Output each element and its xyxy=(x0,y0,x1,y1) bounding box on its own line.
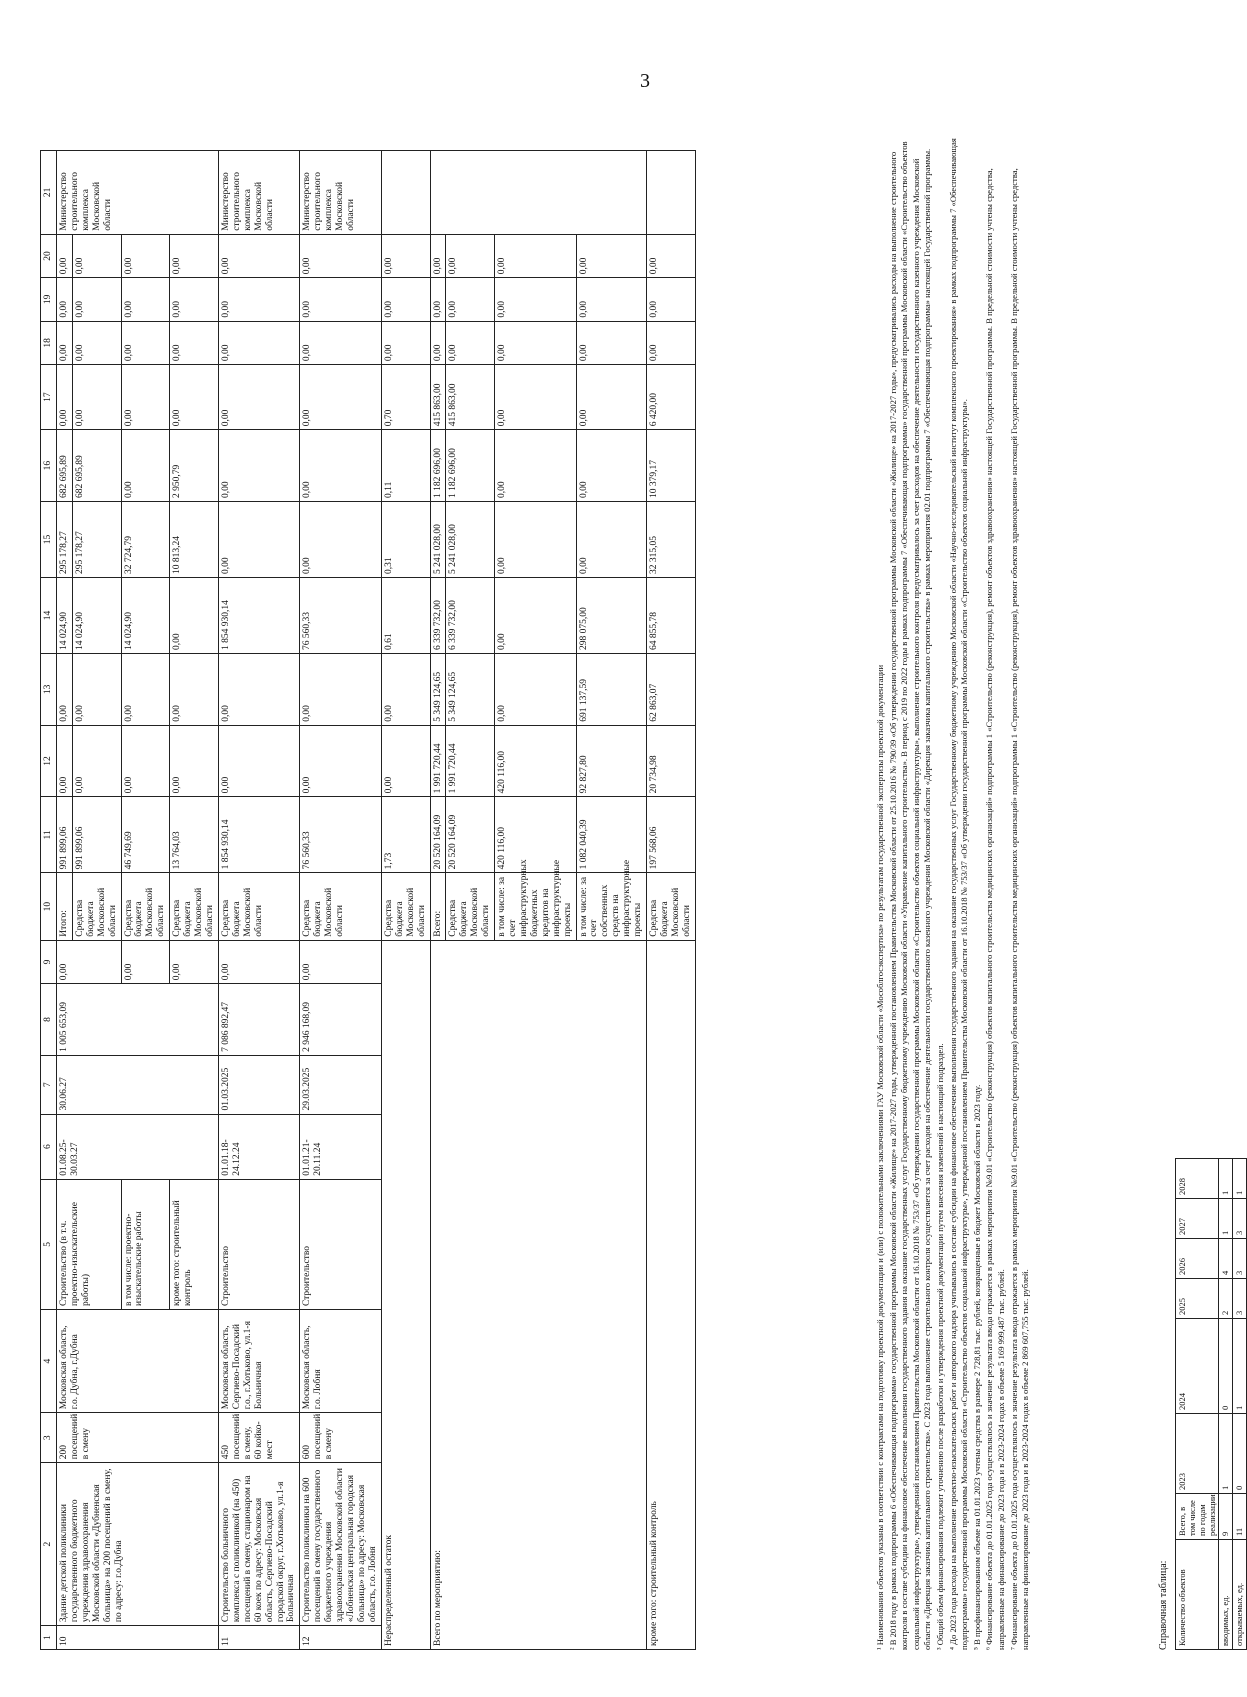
reference-header: 2026 xyxy=(1176,1239,1219,1279)
footnote: ³ Общий объем финансирования подлежит уточнению после разработки и утверждения проектной документации путем внесения изменений в настоящий подраздел. xyxy=(934,1043,945,1650)
amount-cell: 0,00 xyxy=(72,234,121,277)
column-number: 7 xyxy=(41,1055,57,1114)
work-type: Строительство xyxy=(300,1179,381,1309)
amount-cell: 1 991 720,44 xyxy=(446,725,495,797)
amount-cell: 420 116,00 xyxy=(495,725,576,797)
amount-cell: 0,00 xyxy=(381,654,430,726)
empty-cell xyxy=(430,151,647,235)
reference-header: 2024 xyxy=(1176,1319,1219,1414)
column-number: 8 xyxy=(41,984,57,1056)
amount-cell: 20 520 164,09 xyxy=(446,797,495,873)
amount-cell: 5 241 028,00 xyxy=(430,501,446,577)
funding-source: Средства бюджета Московской области xyxy=(121,873,170,940)
funding-source: Средства бюджета Московской области xyxy=(647,873,696,940)
amount-cell: 0,00 xyxy=(170,577,219,653)
limit-cost: 1 005 653,09 xyxy=(56,984,218,1056)
footnote: ⁷ Финансирование объекта до 01.01.2025 года осуществлялось и значение результата ввода отражается в рамках мероприятия №9.01 «Строительство (реконструкция) объектов капитального строительства медицинских организаций» подпрограммы 1 «Строительство (реконструкция), ремонт объектов здравоохранения» настоящей Государственной программы. В предельной стоимости учтены средства, направленные на финансирование до 2023 года и в 2023-2024 годах в объеме 2 869 607,755 тыс. рублей. xyxy=(1008,168,1031,1650)
responsible-org: Министерство строительного комплекса Московской области xyxy=(300,151,381,235)
reference-header: 2023 xyxy=(1176,1414,1219,1494)
work-dates: 01.01.18-24.12.24 xyxy=(218,1114,299,1179)
amount-cell: 0,00 xyxy=(72,654,121,726)
amount-cell: 0,00 xyxy=(576,365,647,430)
amount-cell: 0,00 xyxy=(576,278,647,321)
completion-date: 01.03.2025 xyxy=(218,1055,299,1114)
reference-cell: 1 xyxy=(1233,1319,1247,1414)
row-number: 12 xyxy=(300,1626,381,1650)
limit-cost: 7 086 892,47 xyxy=(218,984,299,1056)
object-address: Московская область, Сергиево-Посадский г.о., г.Хотьково, ул.1-я Больничная xyxy=(218,1310,299,1413)
column-number: 11 xyxy=(41,797,57,873)
object-name: Строительство поликлиники на 600 посещений в смену государственного бюджетного учреждения здравоохранения Московской области «Лобненская центральная городская больница» по адресу: Московская область, г.о. Лобня xyxy=(300,1463,381,1626)
limit-cost: 2 946 168,09 xyxy=(300,984,381,1056)
reference-cell: 0 xyxy=(1219,1319,1233,1414)
amount-cell: 0,00 xyxy=(170,654,219,726)
amount-cell: 0,00 xyxy=(300,234,381,277)
work-type: кроме того: строительный контроль xyxy=(170,1179,219,1309)
amount-cell: 0,00 xyxy=(576,234,647,277)
amount-cell: 13 764,03 xyxy=(170,797,219,873)
header-row xyxy=(41,151,57,1650)
reference-cell: вводимых, ед. xyxy=(1219,1540,1233,1650)
reference-cell: 1 xyxy=(1219,1159,1233,1199)
reference-cell: 0 xyxy=(1233,1414,1247,1494)
amount-cell: 0,00 xyxy=(446,321,495,364)
object-capacity: 200 посещений в смену xyxy=(56,1413,218,1463)
reference-cell: 3 xyxy=(1233,1279,1247,1319)
amount-cell: 0,00 xyxy=(647,234,696,277)
amount-cell: 1 182 696,00 xyxy=(446,430,495,502)
amount-cell: 0,00 xyxy=(495,365,576,430)
funding-source: Итого: xyxy=(56,873,72,940)
amount-cell: 415 863,00 xyxy=(430,365,446,430)
column-number: 5 xyxy=(41,1179,57,1309)
table-row xyxy=(218,151,299,1650)
footnotes xyxy=(875,130,1033,1650)
amount-cell: 0,00 xyxy=(300,321,381,364)
table-row xyxy=(56,151,72,1650)
amount-cell: 0,00 xyxy=(381,321,430,364)
amount-cell: 0,00 xyxy=(121,725,170,797)
amount-cell: 14 024,90 xyxy=(56,577,72,653)
amount-cell: 0,00 xyxy=(218,278,299,321)
reference-cell: 4 xyxy=(1219,1239,1233,1279)
amount-cell: 0,00 xyxy=(300,365,381,430)
amount-cell: 32 315,05 xyxy=(647,501,696,577)
amount-cell: 1 991 720,44 xyxy=(430,725,446,797)
amount-cell: 420 116,00 xyxy=(495,797,576,873)
amount-cell: 682 695,89 xyxy=(56,430,72,502)
amount-cell: 0,00 xyxy=(218,654,299,726)
amount-cell: 0,00 xyxy=(218,321,299,364)
amount-cell: 0,00 xyxy=(495,430,576,502)
amount-cell: 0,00 xyxy=(381,278,430,321)
amount-cell: 0,00 xyxy=(170,234,219,277)
funding-source: в том числе: за счет собственных средств на инфраструктурные проекты xyxy=(576,873,647,940)
column-number: 15 xyxy=(41,501,57,577)
amount-cell: 6 339 732,00 xyxy=(446,577,495,653)
reference-cell: 2 xyxy=(1219,1279,1233,1319)
amount-cell: 0,00 xyxy=(170,365,219,430)
reference-cell: 3 xyxy=(1233,1199,1247,1239)
amount-cell: 0,00 xyxy=(430,278,446,321)
reference-cell: 11 xyxy=(1233,1494,1247,1540)
object-address: Московская область, г.о. Лобня xyxy=(300,1310,381,1413)
amount-cell: 0,00 xyxy=(121,234,170,277)
column-number: 10 xyxy=(41,873,57,940)
reference-header: 2027 xyxy=(1176,1199,1219,1239)
amount-cell: 62 863,07 xyxy=(647,654,696,726)
reference-header: 2025 xyxy=(1176,1279,1219,1319)
amount-cell: 0,00 xyxy=(495,234,576,277)
column-number: 20 xyxy=(41,234,57,277)
reference-cell: 1 xyxy=(1219,1414,1233,1494)
amount-cell: 0,00 xyxy=(56,321,72,364)
reference-table xyxy=(1175,1158,1247,1650)
amount-cell: 0,00 xyxy=(170,278,219,321)
control-row xyxy=(647,151,696,1650)
amount-cell: 0,00 xyxy=(218,430,299,502)
amount-cell: 0,00 xyxy=(170,321,219,364)
amount-cell: 0,11 xyxy=(381,430,430,502)
column-number: 13 xyxy=(41,654,57,726)
funding-source: в том числе: за счет инфраструктурных бюджетных кредитов на инфраструктурные проекты xyxy=(495,873,576,940)
amount-cell: 0,00 xyxy=(300,725,381,797)
column-number: 12 xyxy=(41,725,57,797)
amount-cell: 0,00 xyxy=(495,501,576,577)
amount-cell: 0,31 xyxy=(381,501,430,577)
work-type: в том числе: проектно-изыскательские работы xyxy=(121,1179,170,1309)
financed-amount: 0,00 xyxy=(56,940,121,983)
reference-cell: открываемых, ед. xyxy=(1233,1540,1247,1650)
amount-cell: 0,00 xyxy=(218,365,299,430)
amount-cell: 0,00 xyxy=(300,278,381,321)
amount-cell: 0,00 xyxy=(218,501,299,577)
reference-header-row xyxy=(1176,1159,1219,1650)
column-number: 18 xyxy=(41,321,57,364)
amount-cell: 691 137,59 xyxy=(576,654,647,726)
financed-amount: 0,00 xyxy=(170,940,219,983)
amount-cell: 10 379,17 xyxy=(647,430,696,502)
amount-cell: 10 813,24 xyxy=(170,501,219,577)
amount-cell: 1 082 040,39 xyxy=(576,797,647,873)
footnote: ¹ Наименования объектов указаны в соответствии с контрактами на подготовку проектной документации и (или) с положительными заключениями ГАУ Московской области «Мособлгосэкспертиза» по результатам государственной экспертизы проектной документации xyxy=(875,664,885,1650)
row-number: 10 xyxy=(56,1626,218,1650)
reference-table-title: Справочная таблица: xyxy=(1158,1560,1169,1650)
financed-amount: 0,00 xyxy=(218,940,299,983)
responsible-org: Министерство строительного комплекса Московской области xyxy=(218,151,299,235)
object-capacity: 450 посещений в смену, 60 койко-мест xyxy=(218,1413,299,1463)
amount-cell: 991 899,06 xyxy=(56,797,72,873)
reference-cell: 1 xyxy=(1233,1159,1247,1199)
reference-header: Всего, в том числе по годам реализации xyxy=(1176,1494,1219,1540)
financed-amount: 0,00 xyxy=(300,940,381,983)
amount-cell: 295 178,27 xyxy=(72,501,121,577)
work-dates: 01.08.25-30.03.27 xyxy=(56,1114,218,1179)
object-name: Строительство больничного комплекса с поликлиникой (на 450) посещений в смену, стационаром на 60 коек по адресу: Московская область, Сергиево-Посадский городской округ, г.Хотьково, ул.1-я Больничная xyxy=(218,1463,299,1626)
footnote: ⁴ До 2023 года расходы на выполнение проектно-изыскательских работ и авторского надзора учитывались в составе субсидии на финансовое обеспечение выполнения государственного задания на оказание государственных услуг Государственному бюджетному учреждению Московской области «Научно-исследовательский институт комплексного проектирования» в рамках подпрограммы 7 «Обеспечивающая подпрограмма» государственной программы Московской области «Строительство объектов социальной инфраструктуры», утвержденной постановлением Правительства Московской области от 16.10.2018 № 753/37 «Об утверждении государственной программы Московской области «Строительство объектов социальной инфраструктуры». xyxy=(947,138,970,1650)
amount-cell: 0,00 xyxy=(300,654,381,726)
column-number: 17 xyxy=(41,365,57,430)
unallocated-label: Нераспределенный остаток xyxy=(381,940,430,1649)
completion-date: 30.06.27 xyxy=(56,1055,218,1114)
amount-cell: 5 241 028,00 xyxy=(446,501,495,577)
page-number: 3 xyxy=(640,70,650,92)
amount-cell: 0,00 xyxy=(647,321,696,364)
amount-cell: 0,00 xyxy=(121,278,170,321)
total-row xyxy=(430,151,446,1650)
table-row xyxy=(300,151,381,1650)
amount-cell: 0,00 xyxy=(56,654,72,726)
reference-cell: 3 xyxy=(1233,1239,1247,1279)
funding-source: Средства бюджета Московской области xyxy=(218,873,299,940)
footnote: ⁶ Финансирование объекта до 01.01.2025 года осуществлялось и значение результата ввода отражается в рамках мероприятия №9.01 «Строительство (реконструкция) объектов капитального строительства медицинских организаций» подпрограммы 1 «Строительство (реконструкция), ремонт объектов здравоохранения» настоящей Государственной программы. В предельной стоимости учтены средства, направленные на финансирование до 2023 года и в 2023-2024 годах в объеме 5 169 999,487 тыс. рублей. xyxy=(984,168,1006,1650)
amount-cell: 5 349 124,65 xyxy=(430,654,446,726)
column-number: 4 xyxy=(41,1310,57,1413)
amount-cell: 6 339 732,00 xyxy=(430,577,446,653)
amount-cell: 32 724,79 xyxy=(121,501,170,577)
amount-cell: 0,00 xyxy=(121,654,170,726)
amount-cell: 0,00 xyxy=(576,430,647,502)
reference-cell: 9 xyxy=(1219,1494,1233,1540)
amount-cell: 0,00 xyxy=(72,365,121,430)
unallocated-row xyxy=(381,151,430,1650)
amount-cell: 991 899,06 xyxy=(72,797,121,873)
column-number: 21 xyxy=(41,151,57,235)
amount-cell: 0,00 xyxy=(56,725,72,797)
completion-date: 29.03.2025 xyxy=(300,1055,381,1114)
funding-source: Средства бюджета Московской области xyxy=(72,873,121,940)
reference-header: Количество объектов xyxy=(1176,1540,1219,1650)
amount-cell: 0,00 xyxy=(56,278,72,321)
funding-source: Средства бюджета Московской области xyxy=(381,873,430,940)
amount-cell: 76 560,33 xyxy=(300,577,381,653)
column-number: 14 xyxy=(41,577,57,653)
amount-cell: 0,00 xyxy=(170,725,219,797)
amount-cell: 0,00 xyxy=(446,234,495,277)
amount-cell: 20 520 164,09 xyxy=(430,797,446,873)
amount-cell: 0,00 xyxy=(121,365,170,430)
row-number: 11 xyxy=(218,1626,299,1650)
amount-cell: 5 349 124,65 xyxy=(446,654,495,726)
financed-amount: 0,00 xyxy=(121,940,170,983)
amount-cell: 14 024,90 xyxy=(121,577,170,653)
amount-cell: 0,00 xyxy=(72,321,121,364)
object-address: Московская область, г.о. Дубна, г.Дубна xyxy=(56,1310,218,1413)
object-capacity: 600 посещений в смену xyxy=(300,1413,381,1463)
amount-cell: 20 734,98 xyxy=(647,725,696,797)
reference-row xyxy=(1233,1159,1247,1650)
amount-cell: 298 075,00 xyxy=(576,577,647,653)
amount-cell: 14 024,90 xyxy=(72,577,121,653)
empty-cell xyxy=(647,151,696,235)
amount-cell: 64 855,78 xyxy=(647,577,696,653)
amount-cell: 0,00 xyxy=(56,234,72,277)
work-type: Строительство xyxy=(218,1179,299,1309)
funding-source: Всего: xyxy=(430,873,446,940)
amount-cell: 0,00 xyxy=(300,501,381,577)
amount-cell: 0,00 xyxy=(56,365,72,430)
column-number: 3 xyxy=(41,1413,57,1463)
amount-cell: 1,73 xyxy=(381,797,430,873)
funding-source: Средства бюджета Московской области xyxy=(300,873,381,940)
amount-cell: 0,00 xyxy=(72,278,121,321)
amount-cell: 76 560,33 xyxy=(300,797,381,873)
amount-cell: 415 863,00 xyxy=(446,365,495,430)
amount-cell: 0,00 xyxy=(495,278,576,321)
amount-cell: 0,00 xyxy=(218,725,299,797)
rotated-content xyxy=(40,20,1244,1680)
control-label: кроме того: строительный контроль xyxy=(647,940,696,1649)
amount-cell: 295 178,27 xyxy=(56,501,72,577)
column-number: 6 xyxy=(41,1114,57,1179)
work-type: Строительство (в т.ч. проектно-изыскательские работы) xyxy=(56,1179,121,1309)
reference-cell: 1 xyxy=(1219,1199,1233,1239)
amount-cell: 0,00 xyxy=(121,430,170,502)
amount-cell: 1 854 930,14 xyxy=(218,577,299,653)
reference-row xyxy=(1219,1159,1233,1650)
responsible-org: Министерство строительного комплекса Московской области xyxy=(56,151,218,235)
amount-cell: 0,00 xyxy=(381,234,430,277)
total-label: Всего по мероприятию: xyxy=(430,940,647,1649)
amount-cell: 92 827,80 xyxy=(576,725,647,797)
amount-cell: 0,61 xyxy=(381,577,430,653)
amount-cell: 2 950,79 xyxy=(170,430,219,502)
amount-cell: 0,00 xyxy=(72,725,121,797)
footnote: ² В 2018 году в рамках подпрограммы 6 «Обеспечивающая подпрограмма» государственной программы Московской области «Жилище» на 2017-2027 годы, утвержденной постановлением Правительства Московской области от 25.10.2016 № 790/39 «Об утверждении государственной программы Московской области «Жилище» на 2017-2027 годы», предусматривались расходы на выполнение строительного контроля в составе субсидии на финансовое обеспечение выполнения государственного задания на оказание государственных услуг Государственному бюджетному учреждению Московской области «Управление капитального строительства». В период с 2019 по 2022 годы в рамках подпрограммы 7 «Обеспечивающая подпрограмма» государственной программы Московской области «Строительство объектов социальной инфраструктуры», утвержденной постановлением Правительства Московской области от 16.10.2018 № 753/37 «Об утверждении государственной программы Московской области «Строительство объектов социальной инфраструктуры», выполнение строительного контроля предусматривалось за счет расходов на обеспечение деятельности государственного казенного учреждения Московской области «Дирекция заказчика капитального строительства». С 2023 года выполнение строительного контроля осуществляется за счет расходов на обеспечение деятельности государственного казенного учреждения Московской области «Дирекция заказчика капитального строительства» в рамках мероприятия 02.01 подпрограммы 7 «Обеспечивающая подпрограмма» настоящей Государственной программы. xyxy=(887,141,933,1650)
amount-cell: 0,00 xyxy=(121,321,170,364)
column-number: 9 xyxy=(41,940,57,983)
funding-source: Средства бюджета Московской области xyxy=(446,873,495,940)
amount-cell: 0,00 xyxy=(430,321,446,364)
amount-cell: 1 854 930,14 xyxy=(218,797,299,873)
amount-cell: 0,00 xyxy=(300,430,381,502)
amount-cell: 682 695,89 xyxy=(72,430,121,502)
column-number: 1 xyxy=(41,1626,57,1650)
object-name: Здание детской поликлиники государственного бюджетного учреждения здравоохранения Московской области «Дубненская больница» на 200 посещений в смену, по адресу: г.о.Дубна xyxy=(56,1463,218,1626)
amount-cell: 0,00 xyxy=(495,321,576,364)
amount-cell: 46 749,69 xyxy=(121,797,170,873)
column-number: 2 xyxy=(41,1463,57,1626)
amount-cell: 0,00 xyxy=(576,321,647,364)
column-number: 16 xyxy=(41,430,57,502)
funding-source: Средства бюджета Московской области xyxy=(170,873,219,940)
amount-cell: 0,00 xyxy=(430,234,446,277)
amount-cell: 0,00 xyxy=(647,278,696,321)
empty-cell xyxy=(381,151,430,235)
amount-cell: 197 568,06 xyxy=(647,797,696,873)
column-number: 19 xyxy=(41,278,57,321)
amount-cell: 0,00 xyxy=(446,278,495,321)
amount-cell: 0,00 xyxy=(495,654,576,726)
funding-table xyxy=(40,150,696,1650)
footnote: ⁵ В профинансированном объеме на 01.01.2023 учтены средства в размере 2 728,81 тыс. рублей, возвращенные в бюджет Московской области в 2023 году. xyxy=(971,1084,982,1650)
amount-cell: 0,70 xyxy=(381,365,430,430)
amount-cell: 1 182 696,00 xyxy=(430,430,446,502)
amount-cell: 0,00 xyxy=(381,725,430,797)
amount-cell: 6 420,00 xyxy=(647,365,696,430)
amount-cell: 0,00 xyxy=(218,234,299,277)
amount-cell: 0,00 xyxy=(576,501,647,577)
reference-header: 2028 xyxy=(1176,1159,1219,1199)
work-dates: 01.01.21-20.11.24 xyxy=(300,1114,381,1179)
amount-cell: 0,00 xyxy=(495,577,576,653)
